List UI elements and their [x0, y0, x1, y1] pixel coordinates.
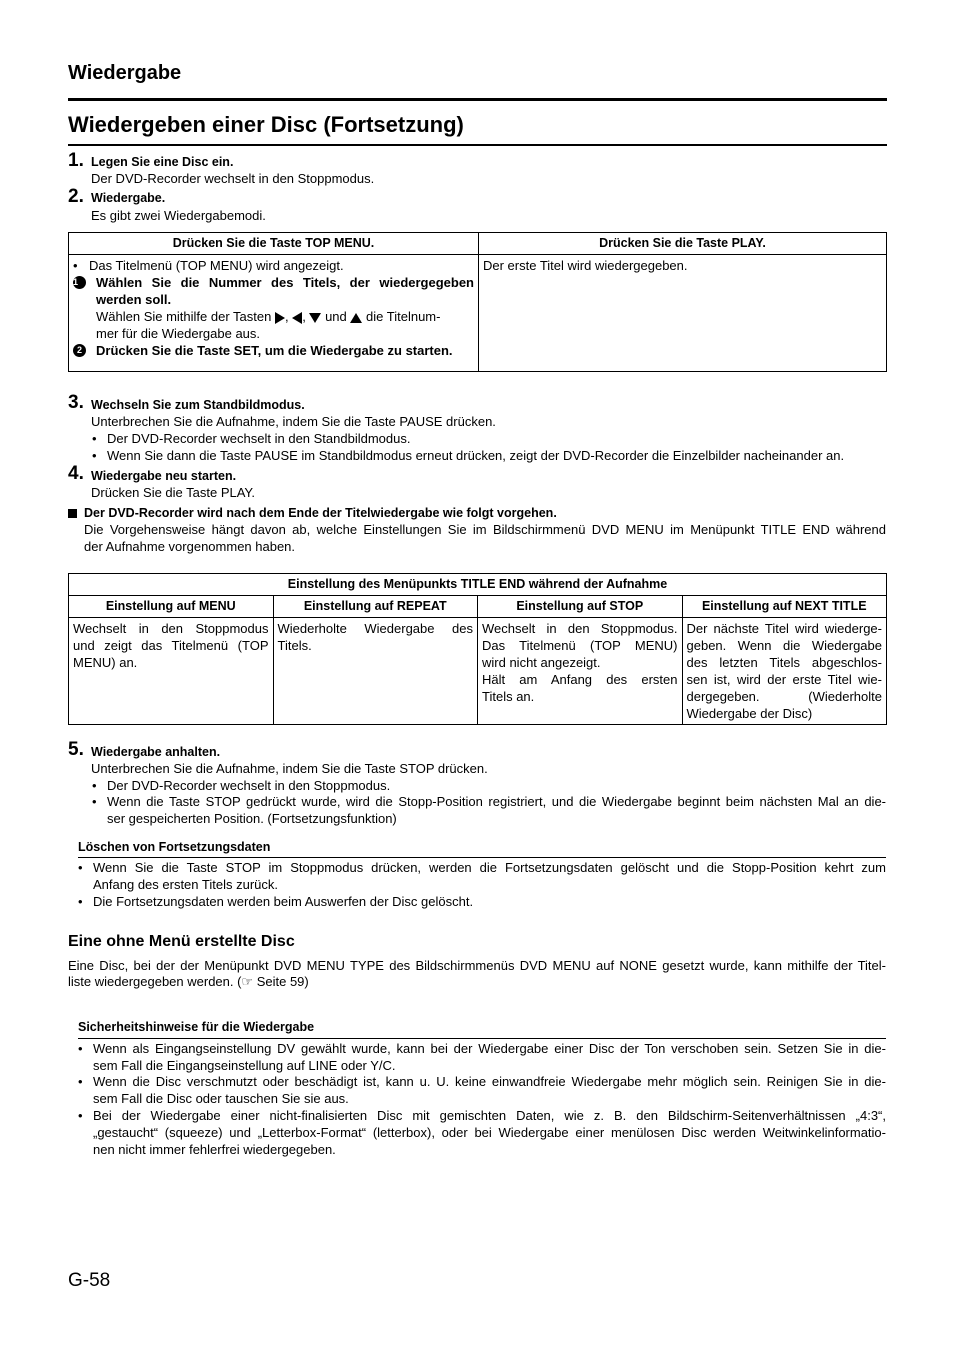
table2-header-stop: Einstellung auf STOP	[478, 596, 683, 618]
table1-header-play: Drücken Sie die Taste PLAY.	[479, 233, 887, 255]
table1-bullet: • Das Titelmenü (TOP MENU) wird angezeigt.	[73, 258, 344, 273]
table2-header-repeat: Einstellung auf REPEAT	[273, 596, 478, 618]
resume-heading: Löschen von Fortsetzungsdaten	[78, 840, 271, 854]
step-4-text: Drücken Sie die Taste PLAY.	[91, 485, 256, 500]
page-title: Wiedergeben einer Disc (Fortsetzung)	[68, 112, 464, 137]
safety-heading: Sicherheitshinweise für die Wiedergabe	[78, 1020, 315, 1034]
resume-rule	[78, 857, 886, 858]
resume-bullet-2: • Die Fortsetzungsdaten werden beim Auswerfen der Disc gelöscht.	[93, 893, 473, 910]
step-3-text: Unterbrechen Sie die Aufnahme, indem Sie die Taste PAUSE drücken.	[91, 414, 496, 429]
safety-bullet-3b: „gestaucht“ (squeeze) und „Letterbox-Format“ (letterbox), oder bei Wiedergabe einer menülosen Disc werden Weitwinkelinformatio-	[93, 1125, 886, 1140]
table1-play-cell: Der erste Titel wird wiedergegeben.	[479, 255, 887, 372]
title-end-table	[68, 573, 887, 725]
table1-topmenu-cell: • Das Titelmenü (TOP MENU) wird angezeigt. 1 Wählen Sie die Nummer des Titels, der wiedergegeben werden soll. Wählen Sie mithilfe der Tasten , , und die Titelnum- mer für die Wiedergabe aus. 2 Drücken Sie die Taste SET, um die Wiedergabe zu starten.	[69, 255, 479, 372]
step-2-label: Wiedergabe.	[91, 191, 166, 205]
step-5-label: Wiedergabe anhalten.	[91, 745, 221, 759]
note-text-a: Die Vorgehensweise hängt davon ab, welche Einstellungen Sie im Bildschirmmenü DVD MENU im Menüpunkt TITLE END während	[84, 522, 886, 537]
safety-bullet-1b: sem Fall die Eingangseinstellung auf LINE oder Y/C.	[93, 1058, 396, 1073]
step-4-number: 4.	[68, 463, 84, 484]
table2-cell-menu: Wechselt in den Stoppmodus und zeigt das Titelmenü (TOP MENU) an.	[69, 618, 274, 725]
table1-header-topmenu: Drücken Sie die Taste TOP MENU.	[69, 233, 479, 255]
step-5-bullet-1: • Der DVD-Recorder wechselt in den Stoppmodus.	[107, 777, 390, 794]
arrow-up-icon	[350, 313, 362, 323]
step-2-number: 2.	[68, 186, 84, 207]
arrow-right-icon	[275, 312, 285, 324]
playmode-table	[68, 232, 887, 372]
table2-caption: Einstellung des Menüpunkts TITLE END während der Aufnahme	[69, 574, 887, 596]
note-heading: Der DVD-Recorder wird nach dem Ende der Titelwiedergabe wie folgt vorgehen.	[84, 506, 557, 520]
arrow-down-icon	[309, 313, 321, 323]
title-rule	[68, 144, 887, 146]
page-number: G-58	[68, 1270, 111, 1291]
nomenu-text-b: liste wiedergegeben werden. (☞ Seite 59)	[68, 974, 309, 989]
table2-header-next-title: Einstellung auf NEXT TITLE	[682, 596, 887, 618]
step-1-number: 1.	[68, 150, 84, 171]
section-rule	[68, 98, 887, 101]
step-4-label: Wiedergabe neu starten.	[91, 469, 237, 483]
resume-bullet-1a: • Wenn Sie die Taste STOP im Stoppmodus drücken, werden die Fortsetzungsdaten gelöscht und die Stopp-Position kehrt zum	[93, 859, 886, 876]
nomenu-heading: Eine ohne Menü erstellte Disc	[68, 933, 295, 950]
table2-cell-next-title: Der nächste Titel wird wiederge- geben. Wenn die Wiedergabe des letzten Titels abgeschlos- sen ist, wird der erste Titel wie- dergegeben. (Wiederholte Wiedergabe der Disc)	[682, 618, 887, 725]
step-1-text: Der DVD-Recorder wechselt in den Stoppmodus.	[91, 171, 375, 186]
section-title: Wiedergabe	[68, 62, 182, 84]
safety-bullet-3a: • Bei der Wiedergabe einer nicht-finalisierten Disc mit gemischten Daten, wie z. B. den Bildschirm-Seitenverhältnissen „4:3“,	[93, 1107, 886, 1124]
table2-cell-repeat: Wiederholte Wiedergabe des Titels.	[273, 618, 478, 725]
step-2-text: Es gibt zwei Wiedergabemodi.	[91, 208, 266, 223]
step-3-bullet-1: • Der DVD-Recorder wechselt in den Standbildmodus.	[107, 430, 410, 447]
square-bullet-icon	[68, 509, 77, 518]
safety-rule	[78, 1038, 886, 1039]
arrow-left-icon	[292, 312, 302, 324]
note-text-b: der Aufnahme vorgenommen haben.	[84, 539, 296, 554]
step-5-number: 5.	[68, 739, 84, 760]
safety-bullet-3c: nen nicht immer fehlerfrei wiedergegeben.	[93, 1142, 336, 1157]
step-5-text: Unterbrechen Sie die Aufnahme, indem Sie die Taste STOP drücken.	[91, 761, 488, 776]
safety-bullet-2b: sem Fall die Disc oder tauschen Sie sie aus.	[93, 1091, 349, 1106]
step-5-bullet-2a: • Wenn die Taste STOP gedrückt wurde, wird die Stopp-Position registriert, und die Wiedergabe beginnt beim nächsten Mal an die-	[107, 793, 886, 810]
safety-bullet-2a: • Wenn die Disc verschmutzt oder beschädigt ist, kann u. U. keine einwandfreie Wiedergabe mehr möglich sein. Reinigen Sie in die-	[93, 1073, 886, 1090]
table1-item1: 1 Wählen Sie die Nummer des Titels, der wiedergegeben	[73, 275, 474, 290]
safety-bullet-1a: • Wenn als Eingangseinstellung DV gewählt wurde, kann bei der Wiedergabe einer Disc der Ton verschoben sein. Setzen Sie in die-	[93, 1040, 886, 1057]
table2-header-menu: Einstellung auf MENU	[69, 596, 274, 618]
step-3-label: Wechseln Sie zum Standbildmodus.	[91, 398, 305, 412]
number-2-icon: 2	[73, 344, 86, 357]
table1-item2: 2 Drücken Sie die Taste SET, um die Wiedergabe zu starten.	[73, 342, 474, 359]
number-1-icon: 1	[73, 276, 86, 289]
table2-cell-stop: Wechselt in den Stoppmodus. Das Titelmenü (TOP MENU) wird nicht angezeigt. Hält am Anfang des ersten Titels an.	[478, 618, 683, 725]
table1-item1-text: Wählen Sie mithilfe der Tasten , , und die Titelnum-	[96, 309, 441, 324]
step-3-bullet-2: • Wenn Sie dann die Taste PAUSE im Standbildmodus erneut drücken, zeigt der DVD-Recorder die Einzelbilder nacheinander an.	[107, 447, 844, 464]
step-5-bullet-2b: ser gespeicherten Position. (Fortsetzungsfunktion)	[107, 811, 397, 826]
step-3-number: 3.	[68, 392, 84, 413]
nomenu-text-a: Eine Disc, bei der der Menüpunkt DVD MENU TYPE des Bildschirmmenüs DVD MENU auf NONE gesetzt wurde, kann mithilfe der Titel-	[68, 958, 886, 973]
resume-bullet-1b: Anfang des ersten Titels zurück.	[93, 877, 278, 892]
step-1-label: Legen Sie eine Disc ein.	[91, 155, 234, 169]
